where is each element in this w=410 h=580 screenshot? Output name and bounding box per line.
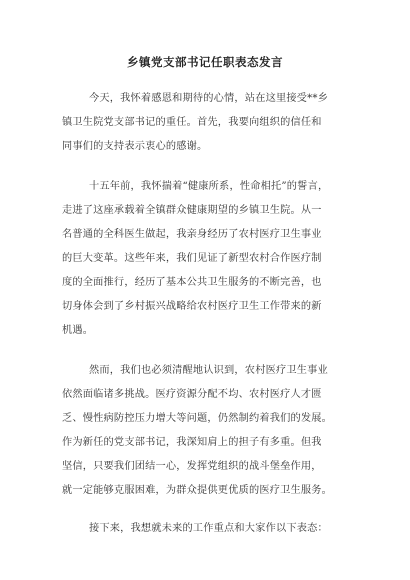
document-title: 乡镇党支部书记任职表态发言 (127, 55, 283, 69)
paragraph-1-line-1: 今天，我怀着感恩和期待的心情，站在这里接受**乡 (89, 93, 329, 104)
paragraph-2-line-4: 的巨大变革。这些年来，我们见证了新型农村合作医疗制 (62, 253, 322, 264)
paragraph-1-line-3: 同事们的支持表示衷心的感谢。 (62, 141, 208, 152)
paragraph-3-line-4: 作为新任的党支部书记，我深知肩上的担子有多重。但我 (62, 437, 322, 448)
paragraph-2-line-3: 名普通的全科医生做起，我亲身经历了农村医疗卫生事业 (62, 229, 322, 240)
paragraph-2-line-7: 机遇。 (62, 325, 94, 336)
paragraph-3-line-6: 就一定能够克服困难，为群众提供更优质的医疗卫生服务。 (62, 485, 333, 496)
paragraph-2-line-1: 十五年前，我怀揣着“健康所系，性命相托”的誓言， (89, 181, 329, 192)
paragraph-4-line-1: 接下来，我想就未来的工作重点和大家作以下表态： (89, 523, 328, 534)
paragraph-2-line-6: 切身体会到了乡村振兴战略给农村医疗卫生工作带来的新 (62, 301, 322, 312)
paragraph-3-line-3: 乏、慢性病防控压力增大等问题，仍然制约着我们的发展。 (62, 413, 333, 424)
paragraph-3-line-2: 依然面临诸多挑战。医疗资源分配不均、农村医疗人才匮 (62, 389, 322, 400)
paragraph-3-line-5: 坚信，只要我们团结一心，发挥党组织的战斗堡垒作用， (62, 461, 322, 472)
paragraph-1-line-2: 镇卫生院党支部书记的重任。首先，我要向组织的信任和 (62, 117, 322, 128)
paragraph-2-line-2: 走进了这座承载着全镇群众健康期望的乡镇卫生院。从一 (62, 205, 322, 216)
paragraph-2-line-5: 度的全面推行，经历了基本公共卫生服务的不断完善，也 (62, 277, 322, 288)
paragraph-3-line-1: 然而，我们也必须清醒地认识到，农村医疗卫生事业 (89, 365, 328, 376)
